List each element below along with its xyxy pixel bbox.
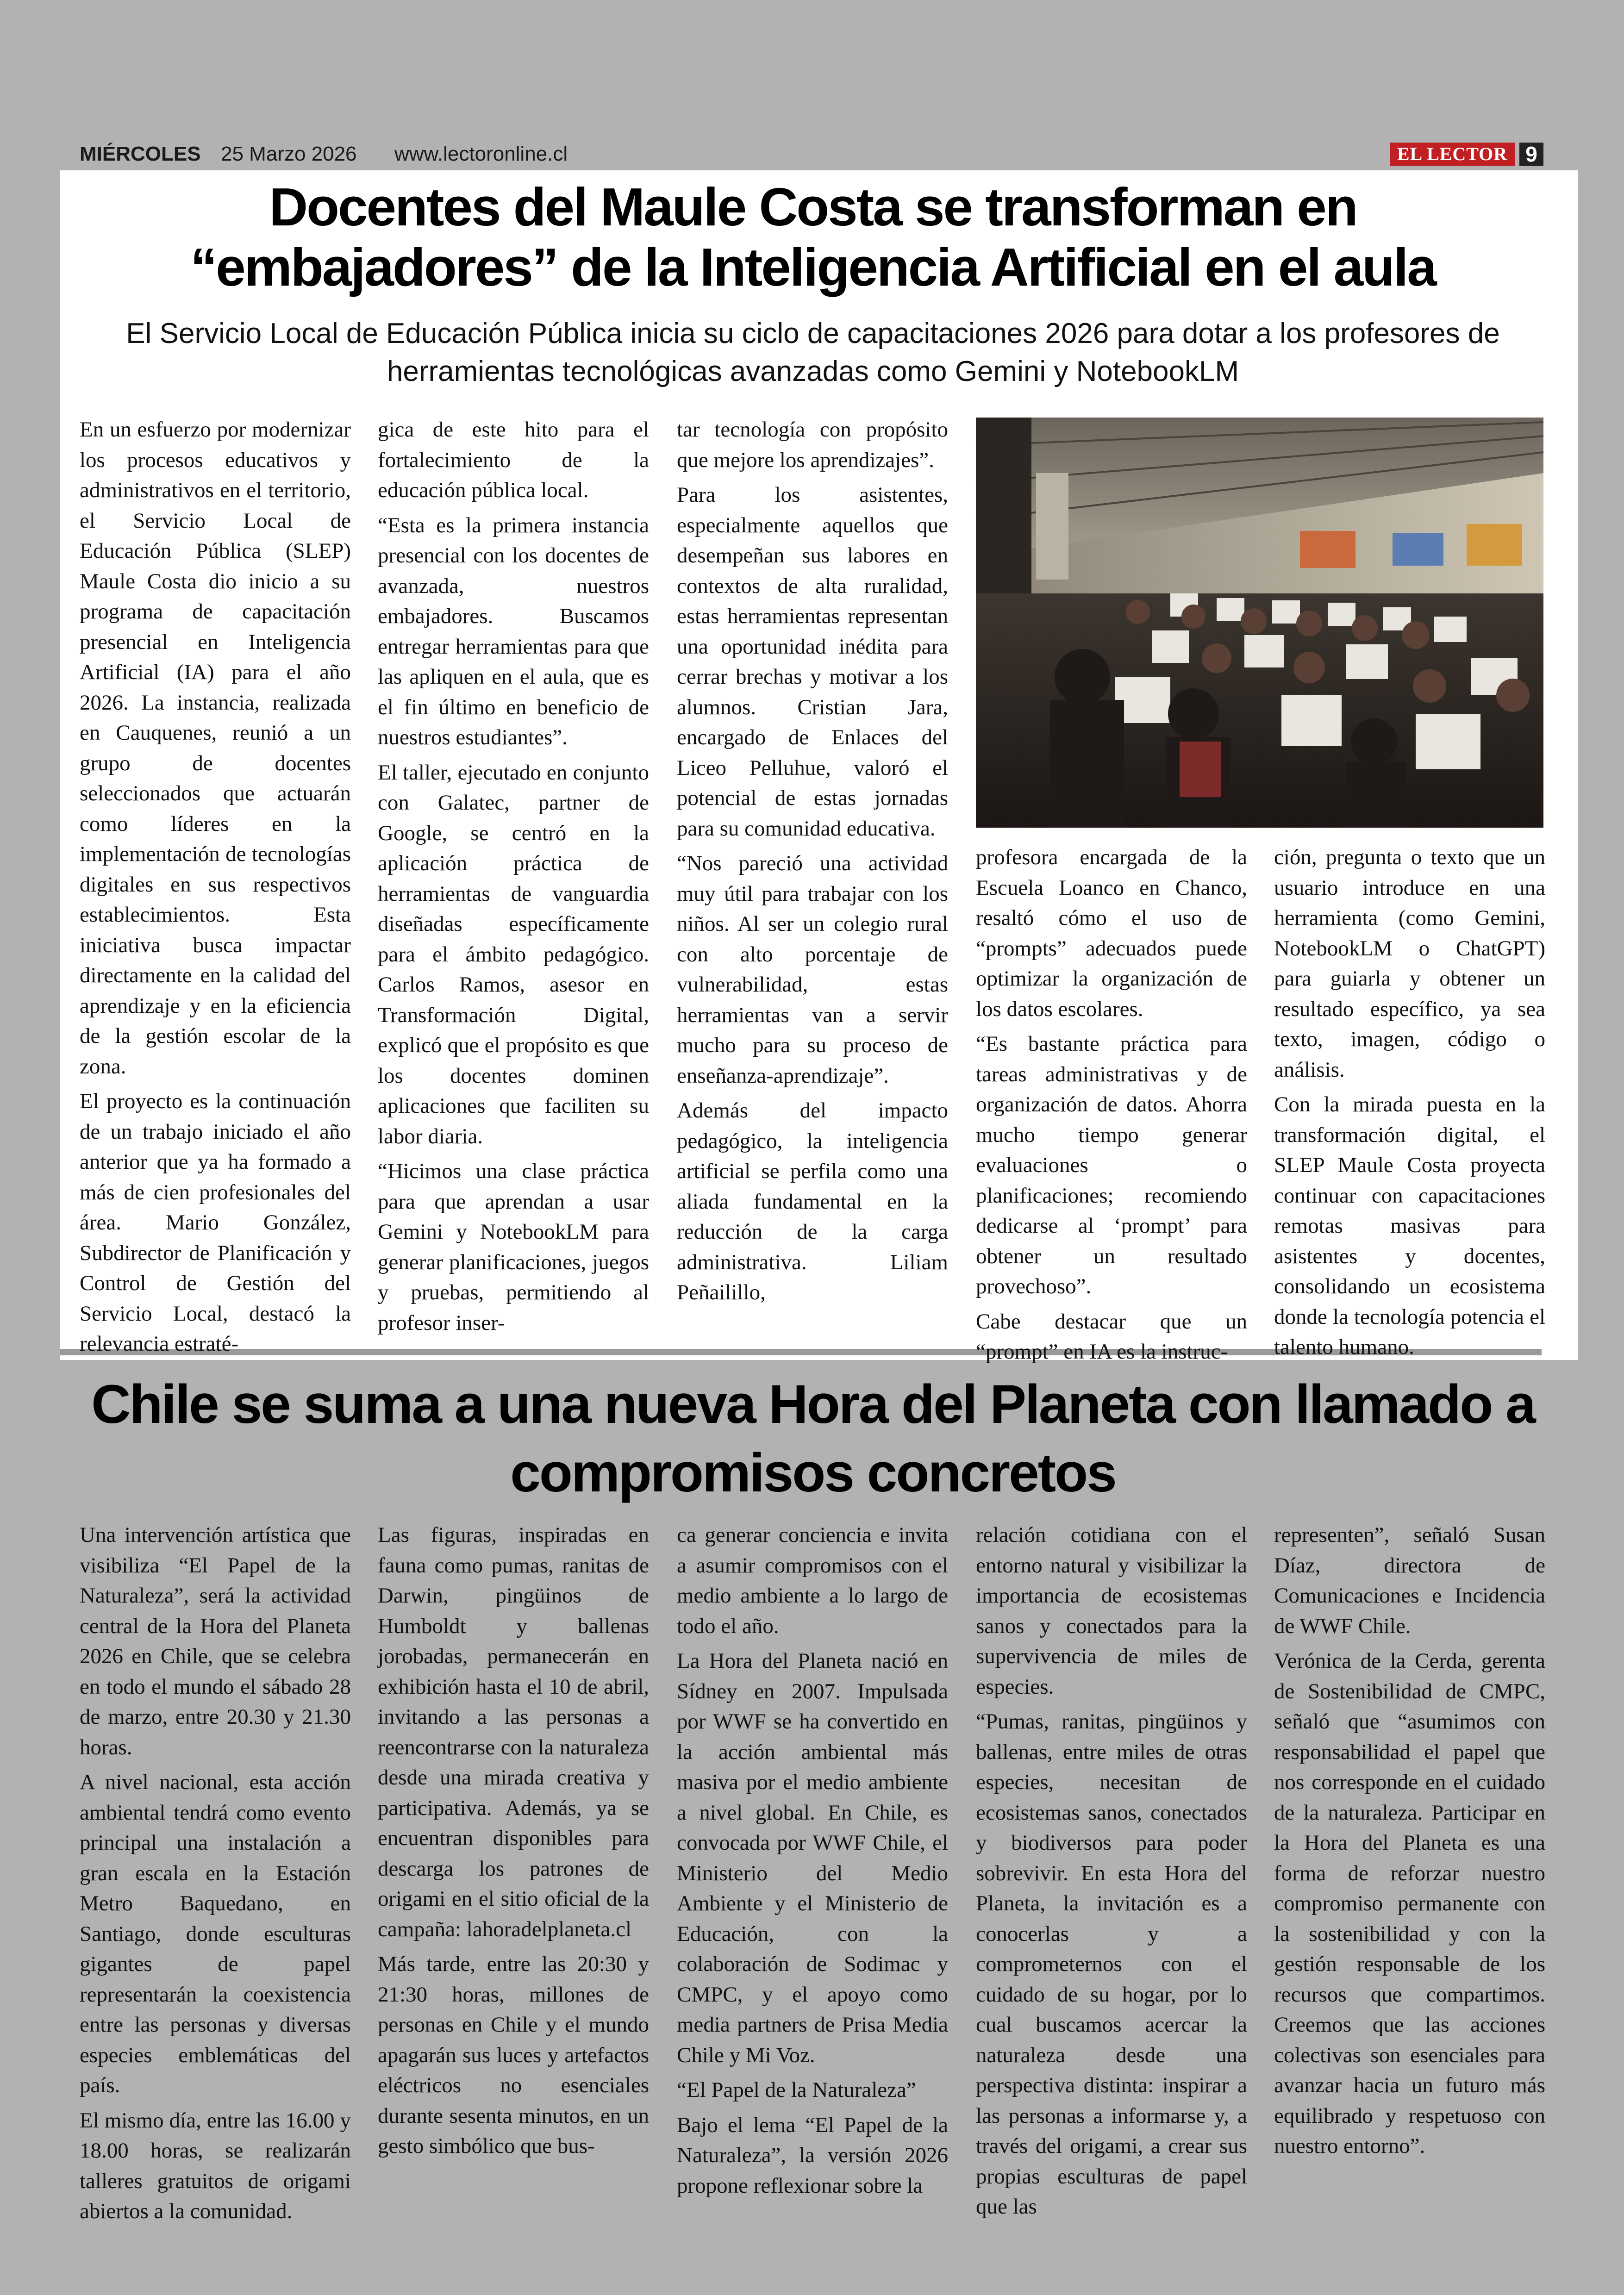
masthead-date: 25 Marzo 2026	[221, 143, 357, 165]
article2-column-3	[677, 1520, 948, 2196]
article-photo-classroom	[976, 418, 1543, 828]
article2-column-5	[1274, 1520, 1545, 2196]
paragraph: representen”, señaló Susan Díaz, directora de Comunicaciones e Incidencia de WWF Chile.	[1274, 1523, 1545, 1638]
masthead-day: MIÉRCOLES	[80, 143, 201, 165]
paragraph: gica de este hito para el fortalecimiento de la educación pública local.	[378, 418, 649, 502]
article1-headline-line1: Docentes del Maule Costa se transforman en	[269, 177, 1357, 237]
paragraph: Cabe destacar que un “prompt” en IA es la instruc-	[976, 1309, 1247, 1364]
paragraph: El taller, ejecutado en conjunto con Galatec, partner de Google, se centró en la aplicación práctica de herramientas de vanguardia diseñadas específicamente para el ámbito pedagógico. Carlos Ramos, asesor en Transformación Digital, explicó que el propósito es que los docentes dominen aplicaciones que faciliten su labor diaria.	[378, 760, 649, 1148]
paragraph: “Nos pareció una actividad muy útil para trabajar con los niños. Al ser un colegio rural con alto porcentaje de vulnerabilidad, estas herramientas van a servir mucho para su proceso de enseñanza-aprendizaje”.	[677, 851, 948, 1088]
paragraph: “Pumas, ranitas, pingüinos y ballenas, entre miles de otras especies, necesitan de ecosistemas sanos, conectados y biodiversos para poder sobrevivir. En esta Hora del Planeta, la invitación es a conocerlas y a comprometernos con el cuidado de su hogar, por lo cual buscamos acercar la naturaleza desde una perspectiva distinta: inspirar a las personas a informarse y, a través del origami, a crear sus propias esculturas de papel que las	[976, 1709, 1247, 2219]
paragraph: Verónica de la Cerda, gerenta de Sostenibilidad de CMPC, señaló que “asumimos con responsabilidad el papel que nos corresponde en el cuidado de la naturaleza. Participar en la Hora del Planeta es una forma de reforzar nuestro compromiso permanente con la sostenibilidad y con la gestión responsable de los recursos que compartimos. Creemos que las acciones colectivas son esenciales para avanzar hacia un futuro más equilibrado y respetuoso con nuestro entorno”.	[1274, 1649, 1545, 2158]
paragraph: Una intervención artística que visibiliza “El Papel de la Naturaleza”, será la actividad central de la Hora del Planeta 2026 en Chile, que se celebra en todo el mundo el sábado 28 de marzo, entre 20.30 y 21.30 horas.	[80, 1523, 351, 1759]
paragraph: “Esta es la primera instancia presencial con los docentes de avanzada, nuestros embajadores. Buscamos entregar herramientas para que las apliquen en el aula, que es el fin último en beneficio de nuestros estudiantes”.	[378, 513, 649, 749]
article1-headline	[80, 177, 1546, 297]
article2-headline-line1: Chile se suma a una nueva Hora del Planeta con llamado a	[91, 1374, 1535, 1435]
article2-headline	[80, 1370, 1546, 1507]
paragraph: Además del impacto pedagógico, la inteligencia artificial se perfila como una aliada fundamental en la reducción de la carga administrativa. Liliam Peñailillo,	[677, 1098, 948, 1304]
paragraph: profesora encargada de la Escuela Loanco en Chanco, resaltó cómo el uso de “prompts” adecuados puede optimizar la organización de los datos escolares.	[976, 845, 1247, 1021]
article1-column-5	[1274, 842, 1545, 1359]
article1-column-1	[80, 415, 351, 1356]
paragraph: “Hicimos una clase práctica para que aprendan a usar Gemini y NotebookLM para generar planificaciones, juegos y pruebas, permitiendo al profesor inser-	[378, 1159, 649, 1335]
article1-column-4	[976, 842, 1247, 1364]
paragraph: Bajo el lema “El Papel de la Naturaleza”, la versión 2026 propone reflexionar sobre la	[677, 2113, 948, 2198]
paragraph: ca generar conciencia e invita a asumir compromisos con el medio ambiente a lo largo de todo el año.	[677, 1523, 948, 1638]
article2-column-4	[976, 1520, 1247, 2219]
article2-column-2	[378, 1520, 649, 2196]
article1-column-2	[378, 415, 649, 1336]
article2-headline-line2: compromisos concretos	[510, 1442, 1116, 1503]
classroom-photo-image	[976, 418, 1543, 828]
paragraph: Para los asistentes, especialmente aquellos que desempeñan sus labores en contextos de alta ruralidad, estas herramientas representan una oportunidad inédita para cerrar brechas y motivar a los alumnos. Cristian Jara, encargado de Enlaces del Liceo Pelluhue, valoró el potencial de estas jornadas para su comunidad educativa.	[677, 483, 948, 841]
paragraph: En un esfuerzo por modernizar los procesos educativos y administrativos en el territorio, el Servicio Local de Educación Pública (SLEP) Maule Costa dio inicio a su programa de capacitación presencial en Inteligencia Artificial (IA) para el año 2026. La instancia, realizada en Cauquenes, reunió a un grupo de docentes seleccionados que actuarán como líderes en la implementación de tecnologías digitales en sus respectivos establecimientos. Esta iniciativa busca impactar directamente en la calidad del aprendizaje y en la eficiencia de la gestión escolar de la zona.	[80, 418, 351, 1079]
paragraph: tar tecnología con propósito que mejore los aprendizajes”.	[677, 418, 948, 472]
masthead	[80, 139, 1546, 172]
paragraph: El proyecto es la continuación de un trabajo iniciado el año anterior que ya ha formado a más de cien profesionales del área. Mario González, Subdirector de Planificación y Control de Gestión del Servicio Local, destacó la relevancia estraté-	[80, 1089, 351, 1356]
page-number: 9	[1519, 143, 1543, 166]
paragraph: ción, pregunta o texto que un usuario introduce en una herramienta (como Gemini, NotebookLM o ChatGPT) para guiarla y obtener un resultado específico, ya sea texto, imagen, código o análisis.	[1274, 845, 1545, 1082]
masthead-url[interactable]: www.lectoronline.cl	[394, 143, 568, 165]
paragraph: A nivel nacional, esta acción ambiental tendrá como evento principal una instalación a gran escala en la Estación Metro Baquedano, en Santiago, donde esculturas gigantes de papel representarán la coexistencia entre las personas y diversas especies emblemáticas del país.	[80, 1770, 351, 2097]
paragraph: Las figuras, inspiradas en fauna como pumas, ranitas de Darwin, pingüinos de Humboldt y ballenas jorobadas, permanecerán en exhibición hasta el 10 de abril, invitando a las personas a reencontrarse con la naturaleza desde una mirada creativa y participativa. Además, ya se encuentran disponibles para descarga los patrones de origami en el sitio oficial de la campaña: lahoradelplaneta.cl	[378, 1523, 649, 1941]
paragraph: Más tarde, entre las 20:30 y 21:30 horas, millones de personas en Chile y el mundo apagarán sus luces y artefactos eléctricos no esenciales durante sesenta minutos, en un gesto simbólico que bus-	[378, 1952, 649, 2158]
newspaper-logo: EL LECTOR	[1390, 143, 1515, 166]
article1-subtitle: El Servicio Local de Educación Pública inicia su ciclo de capacitaciones 2026 para dotar a los profesores de herramientas tecnológicas avanzadas como Gemini y NotebookLM	[126, 318, 1500, 387]
paragraph: relación cotidiana con el entorno natural y visibilizar la importancia de ecosistemas sanos y conectados para la supervivencia de miles de especies.	[976, 1523, 1247, 1699]
section-subhead: “El Papel de la Naturaleza”	[677, 2078, 916, 2102]
paragraph: La Hora del Planeta nació en Sídney en 2007. Impulsada por WWF se ha convertido en la acción ambiental más masiva por el medio ambiente a nivel global. En Chile, es convocada por WWF Chile, el Ministerio del Medio Ambiente y el Ministerio de Educación, con la colaboración de Sodimac y CMPC, y el apoyo como media partners de Prisa Media Chile y Mi Voz.	[677, 1649, 948, 2067]
paragraph: El mismo día, entre las 16.00 y 18.00 horas, se realizarán talleres gratuitos de origami abiertos a la comunidad.	[80, 2108, 351, 2223]
paragraph: “Es bastante práctica para tareas administrativas y de organización de datos. Ahorra mucho tiempo generar evaluaciones o planificaciones; recomiendo dedicarse al ‘prompt’ para obtener un resultado provechoso”.	[976, 1032, 1247, 1298]
paragraph: Con la mirada puesta en la transformación digital, el SLEP Maule Costa proyecta continuar con capacitaciones remotas masivas para asistentes y docentes, consolidando un ecosistema donde la tecnología potencia el talento humano.	[1274, 1092, 1545, 1359]
article2-column-1	[80, 1520, 351, 2223]
article1-headline-line2: “embajadores” de la Inteligencia Artificial en el aula	[190, 237, 1436, 297]
article1-column-3	[677, 415, 948, 1336]
